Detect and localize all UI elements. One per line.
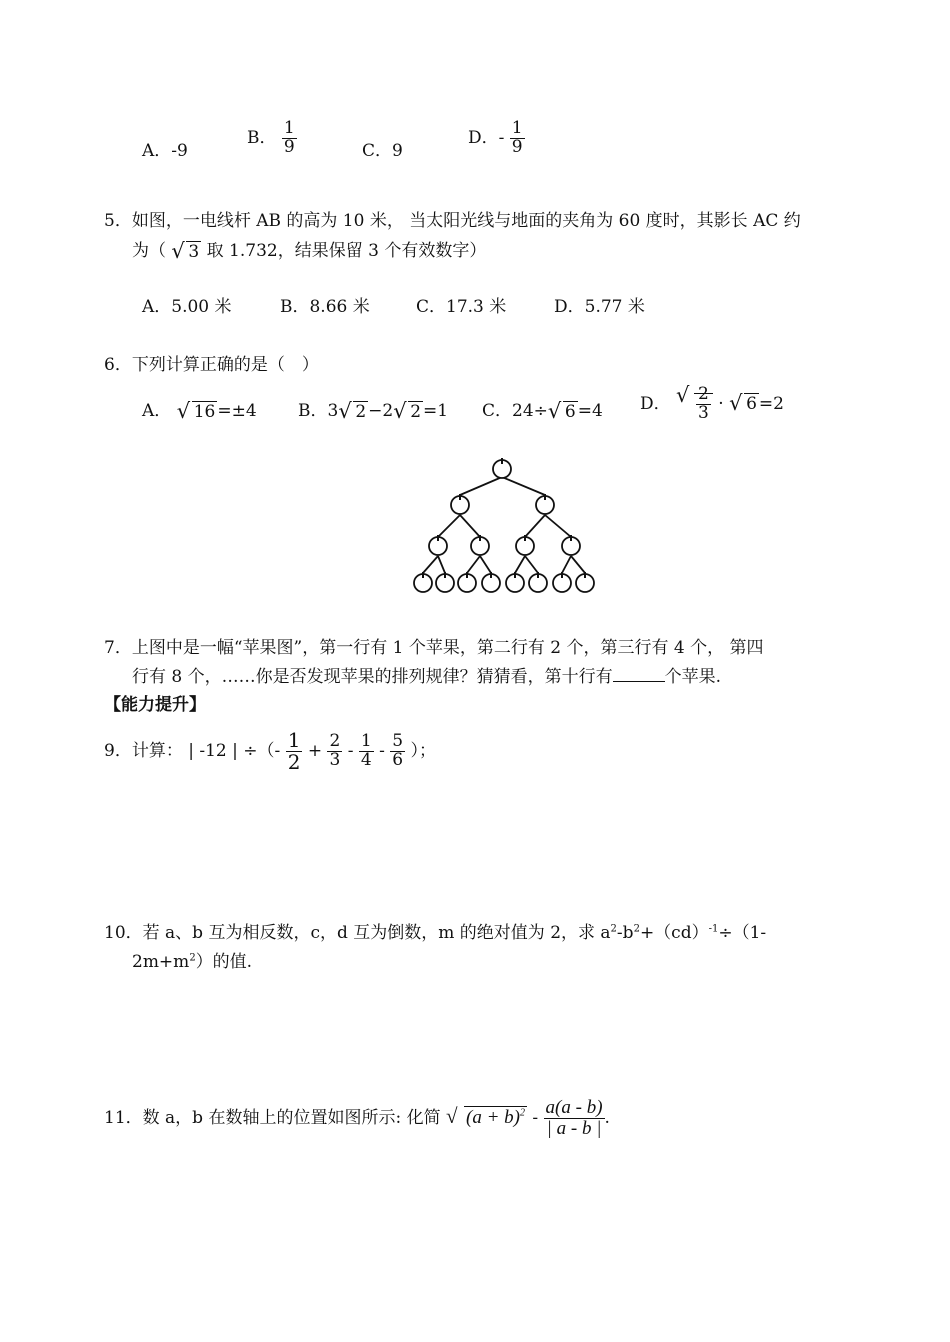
q6-option-c-prefix: C．24÷ — [482, 401, 548, 421]
q10-superscript-4: 2 — [189, 952, 196, 964]
q4-option-d-numerator: 1 — [511, 118, 523, 138]
q11-expression — [104, 1098, 610, 1139]
q9-fraction-2-numerator: 2 — [329, 731, 341, 752]
q6-option-b-prefix: B．3 — [298, 401, 339, 421]
q9-operator-3: - — [379, 741, 385, 761]
q10-line-1-pre: 10．若 a、b 互为相反数，c，d 互为倒数，m 的绝对值为 2，求 a — [104, 923, 611, 943]
q11-fraction-numerator: a(a - b) — [545, 1097, 603, 1118]
q4-option-b — [247, 120, 297, 157]
q6-option-c-result: =4 — [577, 401, 603, 421]
q9-fraction-3-numerator: 1 — [360, 731, 372, 752]
q6-option-d — [640, 386, 784, 423]
q10-line-1 — [104, 918, 766, 943]
q10-middle-2: +（cd） — [639, 923, 709, 943]
q10-superscript-1: 2 — [610, 923, 617, 935]
q6-option-b — [298, 396, 448, 422]
q7-line-2-pre: 行有 8 个，……你是否发现苹果的排列规律？猜猜看，第十行有 — [132, 667, 613, 687]
q5-option-d: D．5.77 米 — [554, 297, 645, 317]
q6-option-b-radicand-1: 2 — [355, 401, 367, 422]
q6-option-c-radicand: 6 — [564, 401, 576, 422]
q4-option-d — [468, 120, 525, 157]
q9-operator-1: + — [307, 741, 323, 761]
q4-option-d-prefix: D．- — [468, 127, 505, 148]
q6-option-d-sqrt — [729, 394, 759, 414]
q11-sqrt-superscript: 2 — [519, 1108, 525, 1120]
q6-option-d-sqrt-fraction — [676, 386, 713, 423]
q5-line-2-pre: 为（ — [132, 241, 166, 261]
q4-option-d-fraction — [510, 120, 525, 157]
q10-middle-1: -b — [616, 923, 634, 943]
q9-absolute-value: | -12 | — [188, 741, 238, 761]
q5-sqrt — [171, 242, 201, 262]
q9-fraction-4-numerator: 5 — [392, 731, 404, 752]
q11-fraction — [544, 1098, 605, 1139]
apple-tree-figure — [405, 455, 605, 600]
q10-line-2-pre: 2m+m — [132, 952, 190, 972]
q4-option-b-numerator: 1 — [283, 118, 295, 138]
q4-option-b-denominator: 9 — [283, 136, 295, 157]
q9-fraction-3-denominator: 4 — [360, 750, 372, 770]
q6-option-a — [142, 396, 257, 422]
q6-option-b-sqrt-1 — [338, 402, 368, 422]
q9-fraction-2 — [327, 733, 342, 770]
q5-option-c: C．17.3 米 — [416, 297, 507, 317]
q11-sqrt — [446, 1107, 527, 1129]
q9-fraction-2-denominator: 3 — [329, 750, 341, 770]
q9-fraction-4 — [390, 733, 405, 770]
q10-superscript-2: 2 — [633, 923, 640, 935]
q9-fraction-1-numerator: 1 — [287, 728, 301, 752]
q11-prefix: 11．数 a，b 在数轴上的位置如图所示: 化简 — [104, 1107, 441, 1128]
q10-superscript-3: -1 — [708, 923, 719, 935]
q6-option-d-radicand: 6 — [746, 394, 757, 415]
q6-option-d-result: =2 — [758, 393, 784, 414]
q6-option-d-prefix: D． — [640, 393, 671, 414]
q6-option-d-middle: · — [718, 393, 724, 414]
q4-option-d-denominator: 9 — [511, 136, 523, 157]
q11-minus: - — [532, 1107, 539, 1128]
q7-line-2-post: 个苹果. — [664, 667, 722, 687]
q6-option-d-denominator: 3 — [698, 402, 709, 423]
section-title: 【能力提升】 — [104, 695, 206, 715]
q7-line-2 — [132, 662, 721, 687]
q6-option-a-prefix: A． — [142, 401, 172, 421]
q4-option-b-fraction — [282, 120, 297, 157]
q5-line-1: 5．如图，一电线杆 AB 的高为 10 米， 当太阳光线与地面的夹角为 60 度时，其影长 AC 约 — [104, 211, 801, 231]
q9-divide: ÷（- — [243, 741, 281, 761]
q6-option-b-middle: −2 — [368, 401, 394, 421]
q9-suffix: ）； — [410, 741, 436, 761]
q7-answer-blank — [613, 665, 665, 682]
q10-line-2-post: ）的值. — [195, 952, 253, 972]
q5-line-2-post: 取 1.732，结果保留 3 个有效数字） — [206, 241, 487, 261]
q11-fraction-denominator: | a - b | — [544, 1118, 605, 1139]
q9-operator-2: - — [347, 741, 354, 761]
q5-option-a: A．5.00 米 — [142, 297, 232, 317]
q4-option-a: A．-9 — [142, 141, 188, 161]
q6-option-b-result: =1 — [423, 401, 449, 421]
q6-option-b-radicand-2: 2 — [410, 401, 422, 422]
q6-option-a-result: =±4 — [217, 401, 257, 421]
q6-option-c-sqrt — [548, 402, 578, 422]
q5-option-b: B．8.66 米 — [280, 297, 370, 317]
q11-sqrt-expression: (a + b) — [466, 1107, 520, 1129]
q6-option-d-numerator: √ 2 — [698, 384, 709, 404]
q9-expression — [104, 730, 436, 773]
q4-option-b-prefix: B． — [247, 127, 277, 148]
q6-stem: 6．下列计算正确的是（ ） — [104, 355, 319, 375]
q9-prefix: 9．计算： — [104, 741, 183, 761]
q9-fraction-1-denominator: 2 — [287, 750, 301, 774]
q7-line-1: 7．上图中是一幅“苹果图”，第一行有 1 个苹果，第二行有 2 个，第三行有 4 个， 第四 — [104, 638, 764, 658]
q9-fraction-4-denominator: 6 — [392, 750, 404, 770]
q10-line-1-post: ÷（1- — [718, 923, 767, 943]
q6-option-d-fraction — [696, 386, 711, 423]
q11-suffix: . — [604, 1107, 610, 1128]
q6-option-a-radicand: 16 — [193, 401, 216, 422]
q5-line-2 — [132, 236, 486, 262]
q6-option-c — [482, 396, 603, 422]
q4-option-c: C．9 — [362, 141, 403, 161]
q6-option-a-sqrt — [177, 402, 218, 422]
q10-line-2 — [132, 947, 252, 972]
q9-fraction-3 — [359, 733, 374, 770]
q6-option-b-sqrt-2 — [393, 402, 423, 422]
q9-fraction-1 — [286, 730, 303, 773]
q5-sqrt-radicand: 3 — [188, 241, 200, 262]
